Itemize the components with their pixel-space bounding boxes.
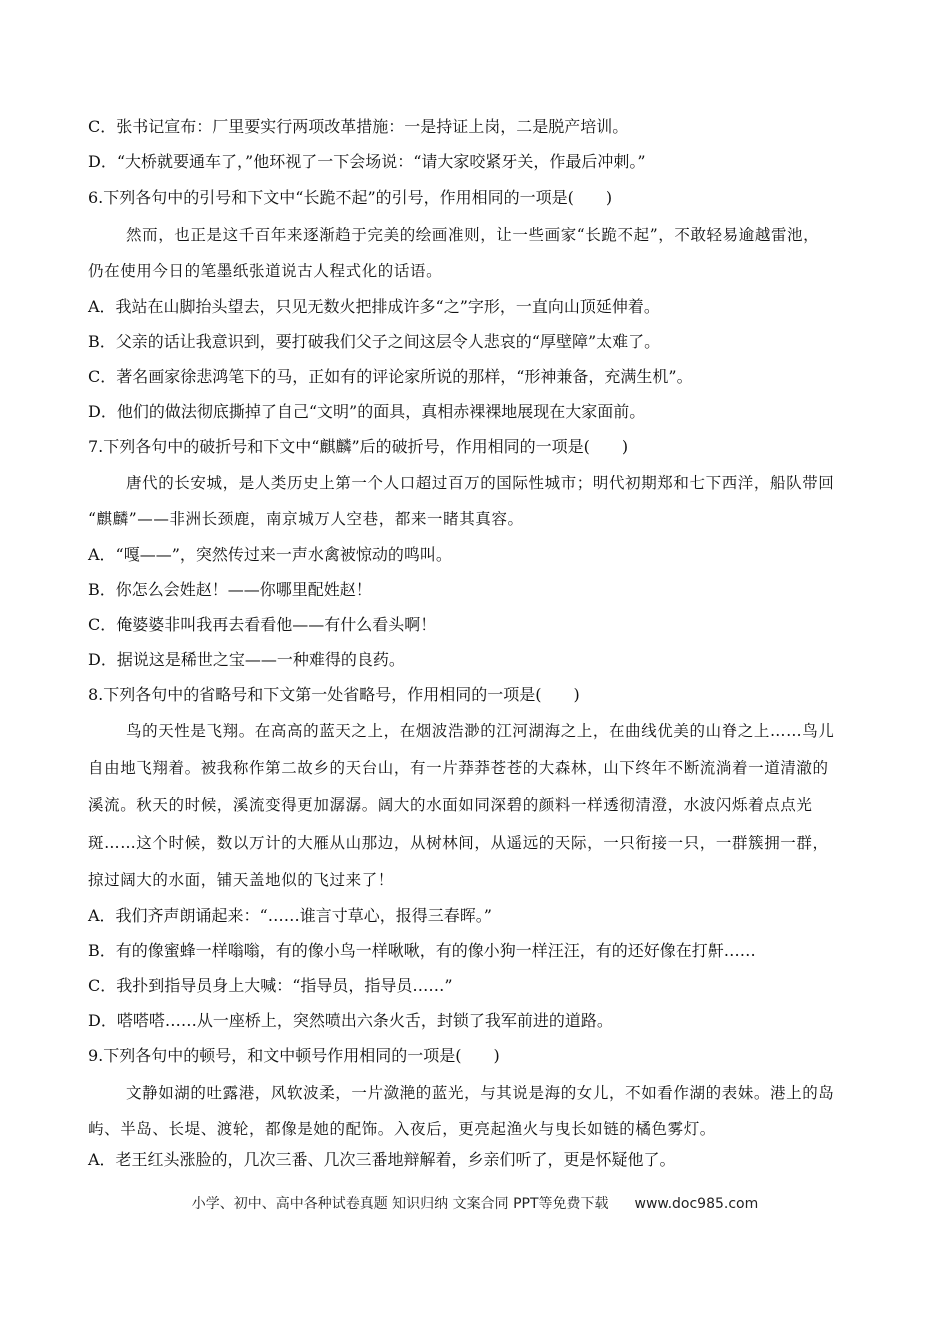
option-a-q6: A．我站在山脚抬头望去，只见无数火把排成许多“之”字形，一直向山顶延伸着。 [88, 297, 660, 316]
passage-7-line-1: 唐代的长安城，是人类历史上第一个人口超过百万的国际性城市；明代初期郑和七下西洋，船队带回 [126, 474, 835, 492]
question-7: 7.下列各句中的破折号和下文中“麒麟”后的破折号，作用相同的一项是( ) [88, 437, 629, 456]
passage-9-line-1: 文静如湖的吐露港，风软波柔，一片潋滟的蓝光，与其说是海的女儿，不如看作湖的表妹。港上的岛 [126, 1084, 835, 1102]
option-b-q7: B．你怎么会姓赵！——你哪里配姓赵！ [88, 580, 372, 599]
option-b-q8: B．有的像蜜蜂一样嗡嗡，有的像小鸟一样啾啾，有的像小狗一样汪汪，有的还好像在打鼾…… [88, 941, 756, 960]
option-d-q7: D．据说这是稀世之宝——一种难得的良药。 [88, 650, 405, 669]
question-6: 6.下列各句中的引号和下文中“长跪不起”的引号，作用相同的一项是( ) [88, 188, 613, 207]
option-b-q6: B．父亲的话让我意识到，要打破我们父子之间这层令人悲哀的“厚壁障”太难了。 [88, 332, 661, 351]
passage-8-line-5: 掠过阔大的水面，铺天盖地似的飞过来了！ [88, 871, 394, 889]
question-8: 8.下列各句中的省略号和下文第一处省略号，作用相同的一项是( ) [88, 685, 580, 704]
footer-text: 小学、初中、高中各种试卷真题 知识归纳 文案合同 PPT等免费下载 [191, 1196, 609, 1212]
passage-6-line-1: 然而，也正是这千百年来逐渐趋于完美的绘画准则，让一些画家“长跪不起”，不敢轻易逾越雷池， [126, 226, 820, 244]
passage-8-line-3: 溪流。秋天的时候，溪流变得更加潺潺。阔大的水面如同深碧的颜料一样透彻清澄，水波闪烁着点点光 [88, 796, 813, 814]
option-c-q8: C．我扑到指导员身上大喊：“指导员，指导员……” [88, 976, 453, 995]
option-a-q9: A．老王红头涨脸的，几次三番、几次三番地辩解着，乡亲们听了，更是怀疑他了。 [88, 1150, 676, 1169]
passage-8-line-2: 自由地飞翔着。被我称作第二故乡的天台山，有一片莽莽苍苍的大森林，山下终年不断流淌着一道清澈的 [88, 759, 829, 777]
page-footer [0, 1193, 950, 1213]
passage-8-line-4: 斑……这个时候，数以万计的大雁从山那边，从树林间，从遥远的天际，一只衔接一只，一群簇拥一群， [88, 834, 829, 852]
option-a-q8: A．我们齐声朗诵起来：“……谁言寸草心，报得三春晖。” [88, 906, 492, 925]
option-c-q5: C．张书记宣布：厂里要实行两项改革措施：一是持证上岗，二是脱产培训。 [88, 117, 629, 136]
option-d-q5: D．“大桥就要通车了，”他环视了一下会场说：“请大家咬紧牙关，作最后冲刺。” [88, 152, 646, 171]
option-c-q6: C．著名画家徐悲鸿笔下的马，正如有的评论家所说的那样，“形神兼备，充满生机”。 [88, 367, 693, 386]
passage-8-line-1: 鸟的天性是飞翔。在高高的蓝天之上，在烟波浩渺的江河湖海之上，在曲线优美的山脊之上……鸟儿 [126, 722, 835, 740]
option-a-q7: A．“嘎——”，突然传过来一声水禽被惊动的鸣叫。 [88, 545, 452, 564]
passage-9-line-2: 屿、半岛、长堤、渡轮，都像是她的配饰。入夜后，更亮起渔火与曳长如链的橘色雾灯。 [88, 1120, 716, 1138]
question-9: 9.下列各句中的顿号，和文中顿号作用相同的一项是( ) [88, 1046, 500, 1065]
option-d-q6: D．他们的做法彻底撕掉了自己“文明”的面具，真相赤裸裸地展现在大家面前。 [88, 402, 646, 421]
option-d-q8: D．嗒嗒嗒……从一座桥上，突然喷出六条火舌，封锁了我军前进的道路。 [88, 1011, 613, 1030]
footer-site-link[interactable]: www.doc985.com [634, 1196, 759, 1212]
passage-6-line-2: 仍在使用今日的笔墨纸张道说古人程式化的话语。 [88, 262, 443, 280]
option-c-q7: C．俺婆婆非叫我再去看看他——有什么看头啊！ [88, 615, 437, 634]
passage-7-line-2: “麒麟”——非洲长颈鹿，南京城万人空巷，都来一睹其真容。 [88, 510, 524, 528]
